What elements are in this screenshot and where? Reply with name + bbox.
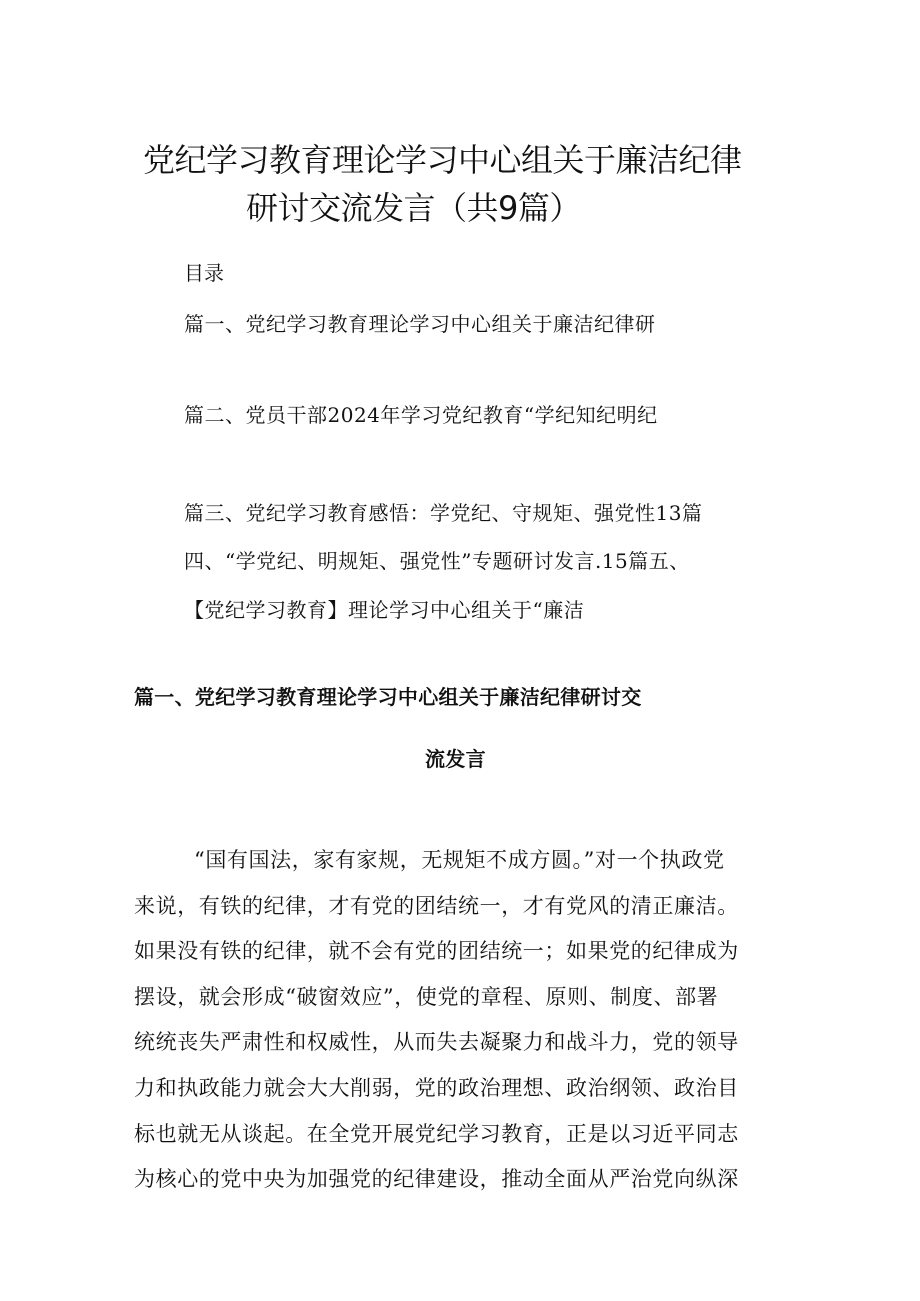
body-line: 来说，有铁的纪律，才有党的团结统一，才有党风的清正廉洁。	[134, 893, 739, 918]
body-line: 为核心的党中央为加强党的纪律建设，推动全面从严治党向纵深	[134, 1167, 739, 1192]
body-line: “国有国法，家有家规，无规矩不成方圆。”对一个执政党	[194, 848, 725, 872]
body-line: 摆设，就会形成“破窗效应”，使党的章程、原则、制度、部署	[134, 984, 719, 1009]
toc-entry[interactable]: 篇二、党员干部2024年学习党纪教育“学纪知纪明纪	[184, 403, 658, 427]
body-line: 如果没有铁的纪律，就不会有党的团结统一；如果党的纪律成为	[134, 939, 739, 964]
section-heading-line-2: 流发言	[425, 747, 486, 771]
body-line: 统统丧失严肃性和权威性，从而失去凝聚力和战斗力，党的领导	[134, 1030, 739, 1055]
toc-entry[interactable]: 【党纪学习教育】理论学习中心组关于“廉洁	[184, 598, 585, 622]
section-body	[134, 838, 794, 1203]
toc-entry[interactable]: 篇一、党纪学习教育理论学习中心组关于廉洁纪律研	[184, 312, 656, 336]
body-line: 标也就无从谈起。在全党开展党纪学习教育，正是以习近平同志	[134, 1121, 739, 1146]
toc-entry[interactable]: 四、“学党纪、明规矩、强党性”专题研讨发言.15篇五、	[184, 549, 690, 573]
toc-label: 目录	[184, 261, 224, 285]
document-title-line-1: 党纪学习教育理论学习中心组关于廉洁纪律	[143, 141, 742, 179]
document-title-line-2: 研讨交流发言（共9篇）	[246, 189, 581, 227]
body-line: 力和执政能力就会大大削弱，党的政治理想、政治纲领、政治目	[134, 1075, 739, 1100]
section-heading-line-1: 篇一、党纪学习教育理论学习中心组关于廉洁纪律研讨交	[134, 685, 642, 709]
toc-entry[interactable]: 篇三、党纪学习教育感悟：学党纪、守规矩、强党性13篇	[184, 501, 703, 525]
